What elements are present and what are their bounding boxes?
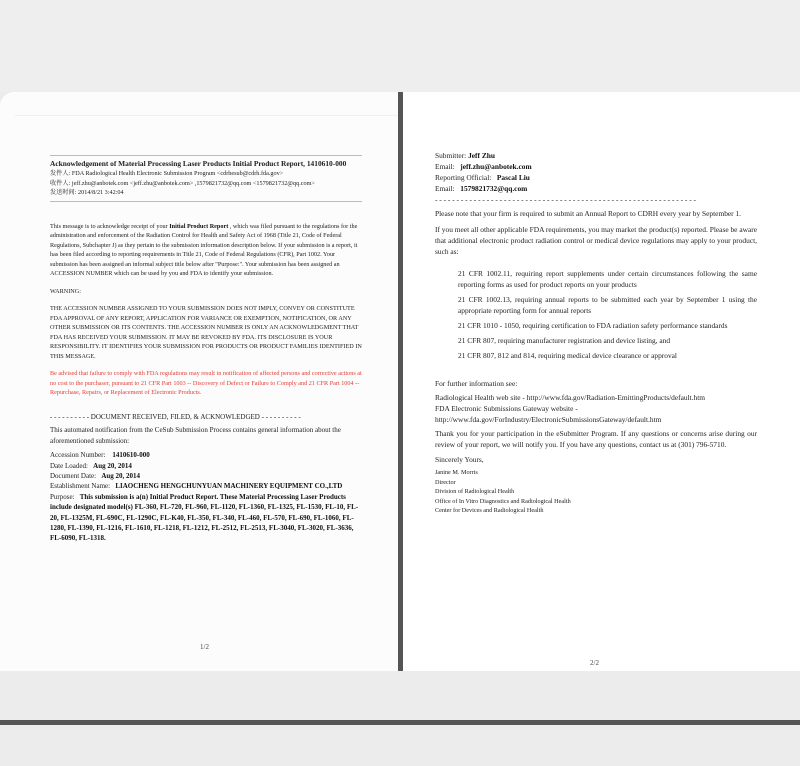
viewer-top-band bbox=[0, 0, 800, 92]
accession-label: Accession Number: bbox=[50, 451, 106, 460]
official-value: Pascal Liu bbox=[496, 173, 530, 182]
email1-value: jeff.zhu@anbotek.com bbox=[460, 162, 532, 171]
thank-you-note: Thank you for your participation in the eSubmitter Program. If any questions or concerns arise during our review of your report, we will notify you. If you have any questions, contact us at (301) 796-5710. bbox=[435, 429, 757, 449]
regulation-item: 21 CFR 1010 - 1050, requiring certification to FDA radiation safety performance standards bbox=[458, 321, 728, 330]
page-1-number: 1/2 bbox=[200, 643, 209, 651]
automated-note: This automated notification from the CeSub Submission Process contains general information about the aforementioned submission: bbox=[50, 426, 341, 445]
header-rule bbox=[50, 155, 362, 156]
dash-separator: - - - - - - - - - - - - - - - - - - - - - - - - - - - - - - - - - - - - - - - - - - - - - - - - - - - - - - - - - - - - - bbox=[435, 195, 696, 204]
signature-office: Office of In Vitro Diagnostics and Radiological Health bbox=[435, 497, 571, 505]
gateway-link[interactable]: http://www.fda.gov/ForIndustry/ElectronicSubmissionsGateway/default.htm bbox=[435, 415, 662, 424]
email1-line bbox=[435, 161, 757, 172]
closing: Sincerely Yours, bbox=[435, 455, 484, 464]
purpose-line bbox=[50, 492, 362, 544]
signature-center: Center for Devices and Radiological Health bbox=[435, 507, 544, 514]
document-date-label: Document Date: bbox=[50, 471, 97, 480]
annual-report-note: Please note that your firm is required to submit an Annual Report to CDRH every year by September 1. bbox=[435, 209, 742, 218]
report-type: Initial Product Report bbox=[169, 222, 229, 230]
further-info-label: For further information see: bbox=[435, 379, 518, 388]
date-loaded-value: Aug 20, 2014 bbox=[93, 461, 132, 470]
from-line bbox=[50, 169, 362, 179]
sent-value: 2014/8/21 3:42:04 bbox=[78, 189, 124, 197]
market-note: If you meet all other applicable FDA requirements, you may market the product(s) reported. Please be aware that additional electronic product radiation control or medical device regulations may apply to your product, such as: bbox=[435, 225, 757, 256]
submitter-label: Submitter: bbox=[435, 151, 467, 160]
regulation-item: 21 CFR 1002.13, requiring annual reports to be submitted each year by September 1 using the appropriate reporting form for annual reports bbox=[458, 295, 757, 315]
intro-text-rest: , which was filed pursuant to the regulations for the administration and enforcement of the Radiation Control for Health and Safety Act of 1968 (Title 21, Code of Federal Regulations, Subchapter J) as they pertain to the submission information description below. If your submission is a report, it has been filed according to reporting requirements in Title 21, Code of Federal Regulations (CFR), Part 1002. Your submission has been assigned an informal subject title below after "Purpose:". Your submission has been assigned an ACCESSION NUMBER which can be used by you and FDA to identify your submission. bbox=[50, 222, 358, 278]
purpose-value: This submission is a(n) Initial Product Report. These Material Processing Laser Products include designated model(s) FL-360, FL-720, FL-960, FL-1120, FL-1360, FL-1325, FL-1530, FL-10, FL-20, FL-1325M, FL-690C, FL-1290C, FL-K40, FL-350, FL-340, FL-460, FL-570, FL-690, FL-1060, FL-1280, FL-1390, FL-1216, FL-1610, FL-1218, FL-1212, FL-2512, FL-2513, FL-3040, FL-3020, FL-3636, FL-6090, FL-1318. bbox=[50, 492, 359, 543]
to-line bbox=[50, 179, 362, 189]
from-label: 发件人: bbox=[50, 170, 71, 178]
page-2-content bbox=[435, 150, 757, 516]
document-date-value: Aug 20, 2014 bbox=[101, 471, 141, 480]
warning-text: THE ACCESSION NUMBER ASSIGNED TO YOUR SUBMISSION DOES NOT IMPLY, CONVEY OR CONSTITUTE FDA APPROVAL OF ANY REPORT, APPLICATION FOR VARIANCE OR EXEMPTION, NOTIFICATION, OR ANY OTHER SUBMISSION OR ITS CONTENTS. THE ACCESSION NUMBER IS ONLY AN ACKNOWLEDGMENT THAT FDA HAS RECEIVED YOUR SUBMISSION. IT MAY BE REVOKED BY FDA. ITS DISCLOSURE IS YOUR RESPONSIBILITY. IT IDENTIFIES YOUR SUBMISSION FOR PRODUCTS OR PRODUCT FAMILIES IDENTIFIED IN THIS MESSAGE. bbox=[50, 305, 362, 360]
signature-title: Director bbox=[435, 478, 456, 486]
establishment-label: Establishment Name: bbox=[50, 482, 111, 491]
establishment-value: LIAOCHENG HENGCHUNYUAN MACHINERY EQUIPMENT CO.,LTD bbox=[115, 482, 343, 491]
intro-paragraph bbox=[50, 222, 362, 279]
page-1-inner-edge bbox=[15, 115, 398, 116]
accession-value: 1410610-000 bbox=[112, 451, 150, 460]
email1-label: Email: bbox=[435, 162, 455, 171]
gateway-link-label: FDA Electronic Submissions Gateway website - bbox=[435, 404, 578, 413]
email2-label: Email: bbox=[435, 184, 455, 193]
date-loaded-line bbox=[50, 461, 362, 471]
signature-division: Division of Radiological Health bbox=[435, 488, 515, 495]
intro-text: This message is to acknowledge receipt of your bbox=[50, 222, 170, 230]
regulation-item: 21 CFR 1002.11, requiring report supplements under certain circumstances following the same reporting forms as used for product reports on your products bbox=[458, 269, 757, 289]
purpose-label: Purpose: bbox=[50, 492, 75, 501]
sent-line bbox=[50, 188, 362, 198]
submitter-value: Jeff Zhu bbox=[468, 151, 495, 160]
warning-label: WARNING: bbox=[50, 287, 81, 295]
to-label: 收件人: bbox=[50, 179, 71, 187]
email2-line bbox=[435, 183, 757, 194]
regulation-item: 21 CFR 807, requiring manufacturer registration and device listing, and bbox=[458, 336, 671, 345]
compliance-notice: Be advised that failure to comply with FDA regulations may result in notification of affected persons and corrective actions at no cost to the purchaser, pursuant to 21 CFR Part 1003 -- Discovery of Defect or Failure to Comply and 21 CFR Part 1004 -- Repurchase, Repairs, or Replacement of Electronic Products. bbox=[50, 370, 362, 397]
signature-name: Janine M. Morris bbox=[435, 469, 478, 476]
submitter-line bbox=[435, 150, 757, 161]
email-subject: Acknowledgement of Material Processing Laser Products Initial Product Report, 1410610-000 bbox=[50, 159, 347, 168]
page-1-content bbox=[50, 155, 362, 544]
sent-label: 发送时间: bbox=[50, 189, 77, 197]
date-loaded-label: Date Loaded: bbox=[50, 461, 88, 470]
from-value: FDA Radiological Health Electronic Submission Program <cdrhesub@cdrh.fda.gov> bbox=[71, 170, 284, 178]
regulation-item: 21 CFR 807, 812 and 814, requiring medical device clearance or approval bbox=[458, 351, 677, 360]
email2-value: 1579821732@qq.com bbox=[460, 184, 528, 193]
radiological-health-link[interactable]: Radiological Health web site - http://www.fda.gov/Radiation-EmittingProducts/default.htm bbox=[435, 393, 706, 402]
received-banner: - - - - - - - - - - DOCUMENT RECEIVED, FILED, & ACKNOWLEDGED - - - - - - - - - - bbox=[50, 412, 301, 421]
to-value: jeff.zhu@anbotek.com <jeff.zhu@anbotek.com> ,1579821732@qq.com <1579821732@qq.com> bbox=[71, 179, 315, 187]
page-2-number: 2/2 bbox=[590, 659, 599, 667]
horizontal-scrollbar[interactable] bbox=[0, 720, 800, 725]
accession-line bbox=[50, 450, 362, 460]
official-label: Reporting Official: bbox=[435, 173, 492, 182]
official-line bbox=[435, 172, 757, 183]
document-date-line bbox=[50, 471, 362, 481]
establishment-line bbox=[50, 481, 362, 491]
